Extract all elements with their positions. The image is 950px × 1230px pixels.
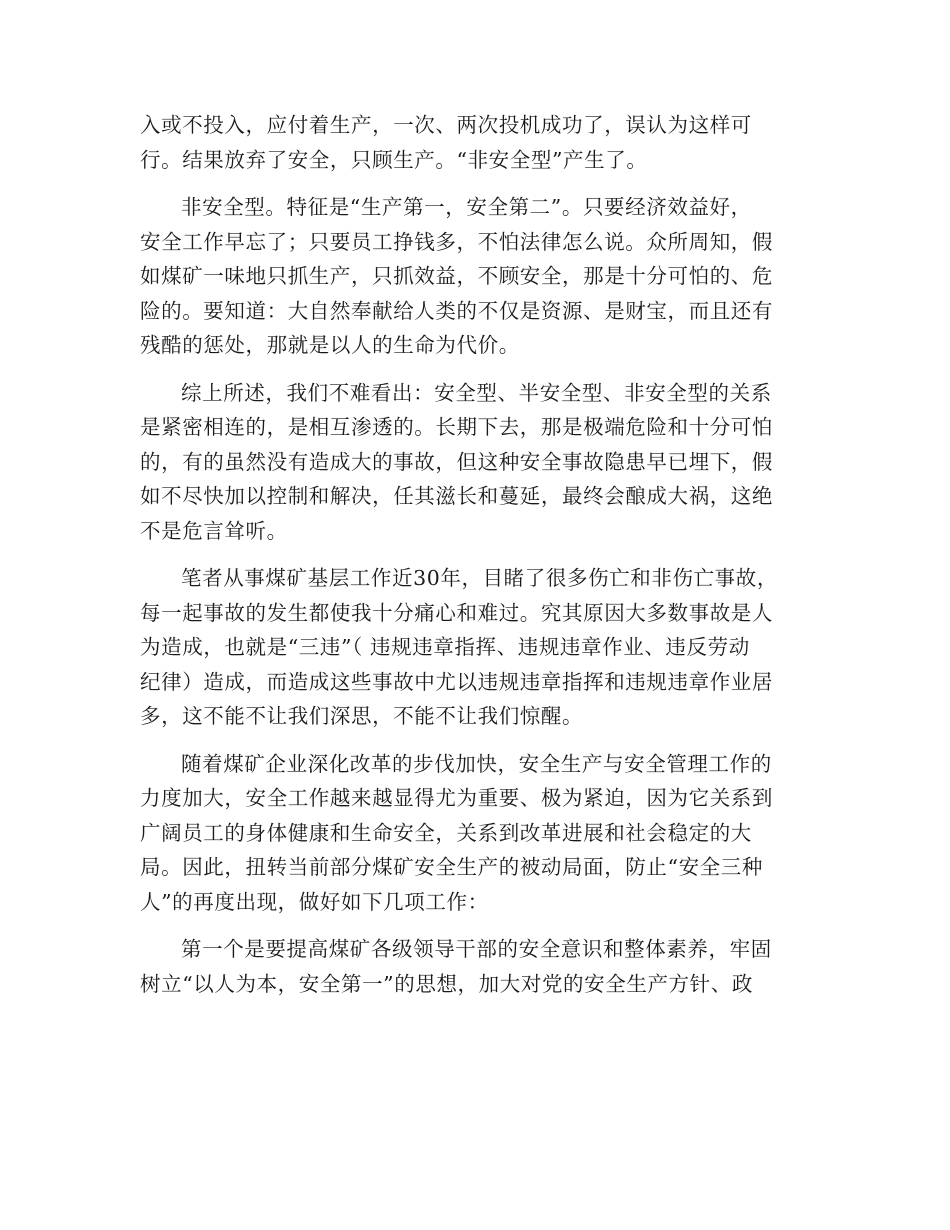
text-line: 多，这不能不让我们深思，不能不让我们惊醒。 (140, 704, 584, 728)
text-line: 如煤矿一味地只抓生产，只抓效益，不顾安全，那是十分可怕的、危 (140, 264, 773, 288)
paragraph-1 (140, 108, 805, 177)
paragraph-4 (140, 561, 805, 734)
text-line: 综上所述，我们不难看出：安全型、半安全型、非安全型的关系 (181, 380, 772, 405)
text-line: 险的。要知道：大自然奉献给人类的不仅是资源、是财宝，而且还有 (140, 298, 773, 323)
text-line: 非安全型。特征是“生产第一，安全第二”。只要经济效益好， (181, 195, 752, 219)
text-line: 不是危言耸听。 (140, 518, 288, 543)
document-body (140, 108, 805, 1014)
text-line: 人”的再度出现，做好如下几项工作： (140, 889, 489, 914)
text-line: 安全工作早忘了；只要员工挣钱多，不怕法律怎么说。众所周知，假 (140, 229, 773, 254)
text-line: 每一起事故的发生都使我十分痛心和难过。究其原因大多数事故是人 (140, 600, 773, 625)
text-line: 笔者从事煤矿基层工作近30年，目睹了很多伤亡和非伤亡事故， (181, 566, 778, 590)
paragraph-2 (140, 190, 805, 363)
text-line: 如不尽快加以控制和解决，任其滋长和蔓延，最终会酿成大祸，这绝 (140, 484, 773, 508)
text-line: 力度加大，安全工作越来越显得尤为重要、极为紧迫，因为它关系到 (140, 786, 773, 810)
paragraph-3 (140, 376, 805, 549)
text-line: 残酷的惩处，那就是以人的生命为代价。 (140, 333, 520, 357)
text-line: 局。因此，扭转当前部分煤矿安全生产的被动局面，防止“安全三种 (140, 855, 763, 879)
text-line: 随着煤矿企业深化改革的步伐加快，安全生产与安全管理工作的 (181, 751, 772, 776)
text-line: 树立“以人为本，安全第一”的思想，加大对党的安全生产方针、政 (140, 971, 753, 996)
paragraph-5 (140, 747, 805, 920)
paragraph-6 (140, 932, 805, 1001)
text-line: 行。结果放弃了安全，只顾生产。“非安全型”产生了。 (140, 147, 648, 172)
text-line: 是紧密相连的，是相互渗透的。长期下去，那是极端危险和十分可怕 (140, 415, 773, 439)
text-line: 广阔员工的身体健康和生命安全，关系到改革进展和社会稳定的大 (140, 820, 752, 845)
text-line: 入或不投入，应付着生产，一次、两次投机成功了，误认为这样可 (140, 113, 752, 137)
text-line: 第一个是要提高煤矿各级领导干部的安全意识和整体素养，牢固 (181, 937, 772, 961)
text-line: 为造成，也就是“三违”（ 违规违章指挥、违规违章作业、违反劳动 (140, 635, 750, 659)
text-line: 纪律）造成，而造成这些事故中尤以违规违章指挥和违规违章作业居 (140, 669, 773, 694)
text-line: 的，有的虽然没有造成大的事故，但这种安全事故隐患早已埋下，假 (140, 449, 773, 474)
